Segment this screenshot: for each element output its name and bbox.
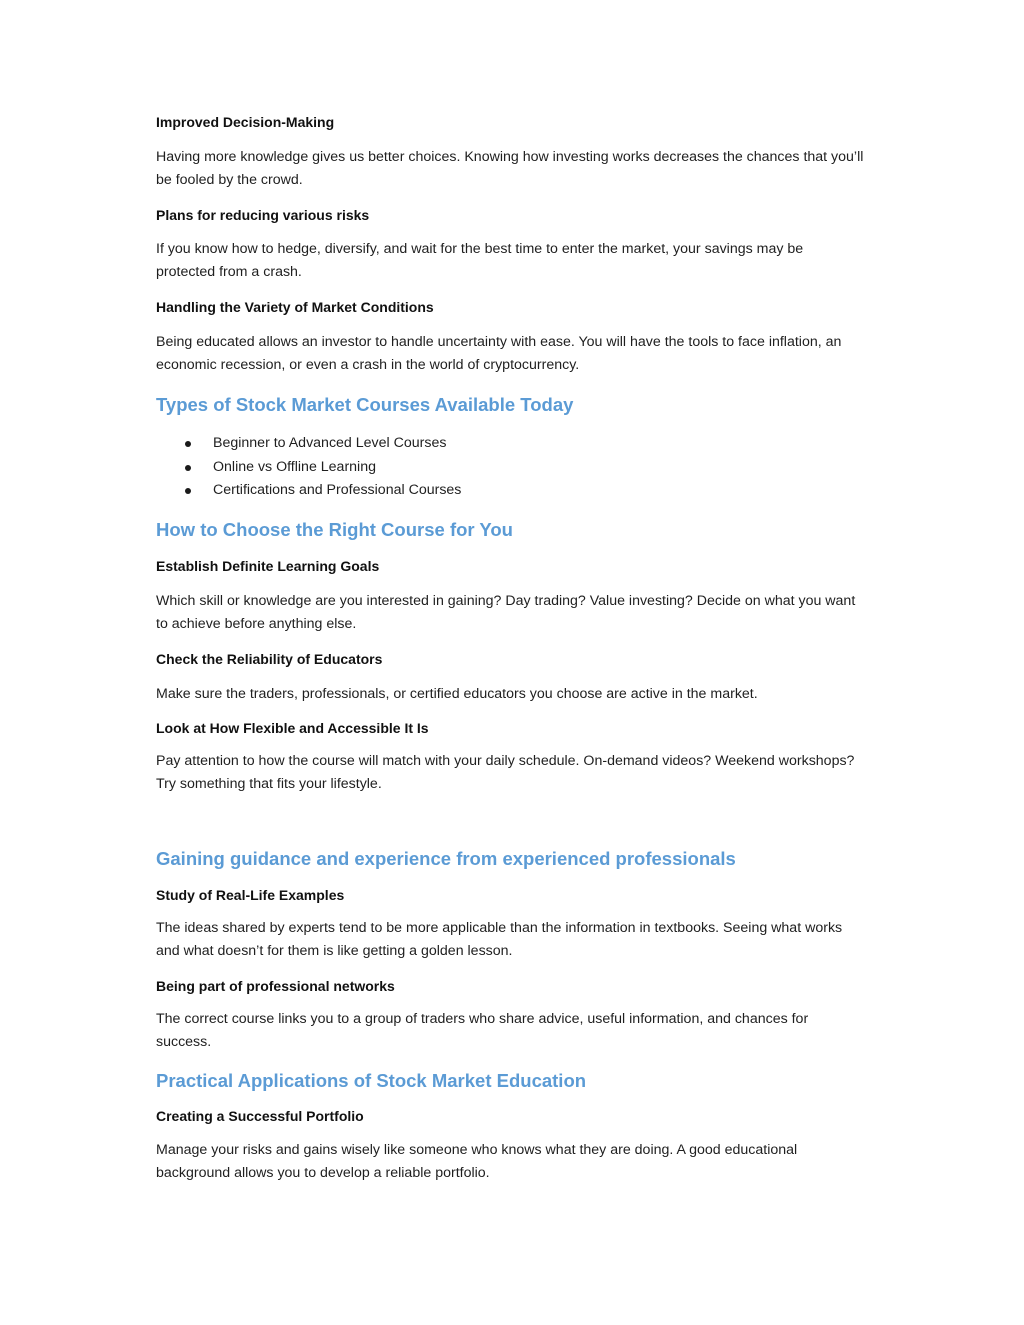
list-item xyxy=(156,479,866,503)
paragraph-decision-making: Having more knowledge gives us better choices. Knowing how investing works decreases the chances that you’ll be fooled by the crowd. xyxy=(156,149,864,188)
document-page xyxy=(156,112,866,1185)
paragraph-real-life-examples: The ideas shared by experts tend to be more applicable than the information in textbooks. Seeing what works and what doesn’t for them is like getting a golden lesson. xyxy=(156,919,843,959)
subheading-successful-portfolio: Creating a Successful Portfolio xyxy=(156,1107,364,1124)
subheading-market-conditions: Handling the Variety of Market Conditions xyxy=(156,299,434,315)
paragraph-successful-portfolio: Manage your risks and gains wisely like someone who knows what they are doing. A good educational background allows you to develop a reliable portfolio. xyxy=(156,1141,798,1181)
list-item-text: Beginner to Advanced Level Courses xyxy=(213,435,447,451)
list-item xyxy=(156,432,866,456)
list-item-text: Certifications and Professional Courses xyxy=(213,482,462,498)
paragraph-professional-networks: The correct course links you to a group of traders who share advice, useful information, and chances for success. xyxy=(156,1010,809,1050)
subheading-professional-networks: Being part of professional networks xyxy=(156,977,395,994)
bullet-icon xyxy=(185,488,191,494)
heading-choose-right-course: How to Choose the Right Course for You xyxy=(156,518,513,540)
subheading-real-life-examples: Study of Real-Life Examples xyxy=(156,886,345,903)
paragraph-learning-goals: Which skill or knowledge are you interested in gaining? Day trading? Value investing? Decide on what you want to achieve before anything else. xyxy=(156,592,856,632)
paragraph-educator-reliability: Make sure the traders, professionals, or certified educators you choose are active in the market. xyxy=(156,685,758,702)
list-item-text: Online vs Offline Learning xyxy=(213,458,376,475)
bullet-icon xyxy=(185,441,191,447)
heading-guidance-experience: Gaining guidance and experience from experienced professionals xyxy=(156,847,736,869)
bullet-icon xyxy=(185,465,191,471)
paragraph-reducing-risks: If you know how to hedge, diversify, and wait for the best time to enter the market, your savings may be protected from a crash. xyxy=(156,241,804,280)
paragraph-market-conditions: Being educated allows an investor to handle uncertainty with ease. You will have the tools to face inflation, an economic recession, or even a crash in the world of cryptocurrency. xyxy=(156,334,842,373)
subheading-improved-decision-making: Improved Decision-Making xyxy=(156,114,335,130)
list-item xyxy=(156,456,866,480)
paragraph-flexibility: Pay attention to how the course will match with your daily schedule. On-demand videos? Weekend workshops? Try something that fits your lifestyle. xyxy=(156,752,855,792)
subheading-reducing-risks: Plans for reducing various risks xyxy=(156,207,370,223)
course-types-list xyxy=(156,432,866,503)
subheading-educator-reliability: Check the Reliability of Educators xyxy=(156,650,383,667)
subheading-flexibility: Look at How Flexible and Accessible It Is xyxy=(156,719,429,736)
heading-types-of-courses: Types of Stock Market Courses Available Today xyxy=(156,394,574,415)
heading-practical-applications: Practical Applications of Stock Market Education xyxy=(156,1069,587,1091)
subheading-learning-goals: Establish Definite Learning Goals xyxy=(156,557,380,574)
